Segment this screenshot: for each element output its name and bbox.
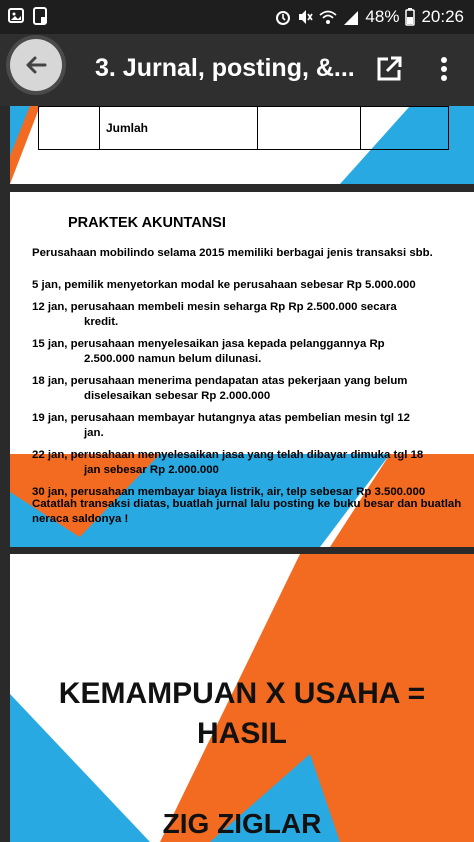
signal-icon [343, 8, 359, 26]
back-arrow-icon [23, 52, 49, 78]
wifi-icon [319, 8, 337, 26]
app-bar [0, 34, 474, 106]
quote-author: ZIG ZIGLAR [162, 808, 322, 839]
more-vert-icon[interactable] [432, 54, 456, 84]
transaction-list [32, 278, 464, 507]
list-item: 15 jan, perusahaan menyelesaikan jasa kepada pelanggannya Rp 2.500.000 namun belum dilunasi. [32, 338, 385, 365]
table-cell-jumlah: Jumlah [100, 107, 258, 150]
slide-table-end [10, 106, 474, 184]
battery-percent: 48% [365, 7, 400, 26]
slide-instruction: Catatlah transaksi diatas, buatlah jurnal lalu posting ke buku besar dan buatlah neraca saldonya ! [32, 498, 462, 525]
mute-icon [297, 8, 313, 26]
list-item: 5 jan, pemilik menyetorkan modal ke perusahaan sebesar Rp 5.000.000 [32, 279, 416, 291]
list-item: 22 jan, perusahaan menyelesaikan jasa yang telah dibayar dimuka tgl 18 jan sebesar Rp 2.000.000 [32, 449, 424, 476]
battery-icon [405, 8, 415, 26]
tablet-icon [32, 7, 48, 25]
slide-title: PRAKTEK AKUNTANSI [68, 215, 226, 231]
slide-praktek-akuntansi [10, 192, 474, 547]
list-item: 18 jan, perusahaan menerima pendapatan atas pekerjaan yang belum diselesaikan sebesar Rp 2.000.000 [32, 375, 408, 402]
document-title: 3. Jurnal, posting, &... [95, 54, 355, 82]
open-external-icon[interactable] [374, 54, 404, 84]
slide-quote [10, 554, 474, 842]
clock: 20:26 [421, 7, 464, 26]
alarm-icon [275, 8, 291, 26]
status-bar [0, 0, 474, 34]
list-item: 19 jan, perusahaan membayar hutangnya atas pembelian mesin tgl 12 jan. [32, 412, 410, 439]
quote-text: KEMAMPUAN X USAHA = HASIL [58, 677, 426, 750]
back-button[interactable] [10, 39, 62, 91]
list-item: 12 jan, perusahaan membeli mesin seharga Rp Rp 2.500.000 secara kredit. [32, 301, 397, 328]
image-icon [8, 7, 24, 25]
balance-table [38, 106, 449, 150]
slide-intro: Perusahaan mobilindo selama 2015 memiliki berbagai jenis transaksi sbb. [32, 247, 433, 259]
list-item: 30 jan, perusahaan membayar biaya listrik, air, telp sebesar Rp 3.500.000 [32, 486, 426, 498]
